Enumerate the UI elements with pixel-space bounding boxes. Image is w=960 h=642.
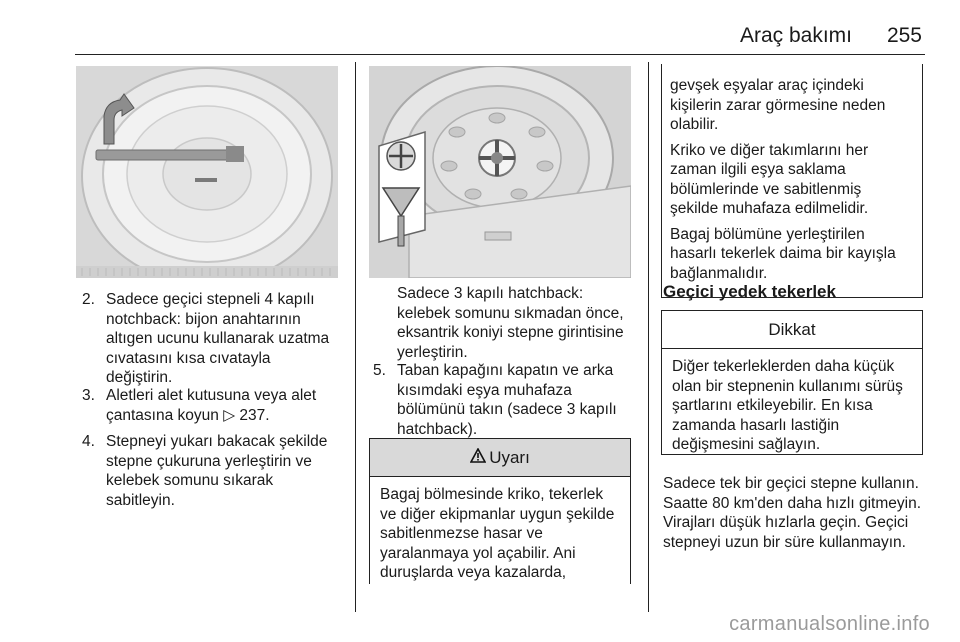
hatchback-note: Sadece 3 kapılı hatchback: kelebek somunu sıkmadan önce, eksantrik koniyi stepne girintisine yerleştirin. [397,285,624,361]
page-number: 255 [886,24,922,47]
caution-box [661,310,923,455]
temporary-spare-instructions: Sadece tek bir geçici stepne kullanın. Saatte 80 km'den daha hızlı gitmeyin. Virajları düşük hızlarla geçin. Geçici stepneyi uzun bir süre kullanmayın. [663,475,921,551]
caution-text: Diğer tekerleklerden daha küçük olan bir stepnenin kullanımı sürüş şartlarını etkileyebilir. En kısa zamanda hasarlı lastiğin değişmesini sağlayın. [672,358,903,453]
warning-title: Uyarı [489,447,530,467]
warning-header [370,439,630,477]
column-divider-2 [648,62,649,612]
caution-title: Dikkat [768,319,816,339]
spare-wheel-wing-nut-illustration [369,66,631,278]
section-title: Geçici yedek tekerlek [663,282,836,301]
column-divider-1 [355,62,356,612]
warning-triangle-icon [470,448,486,468]
caution-header [662,311,922,349]
page-header [0,22,960,52]
warning-continued-text: gevşek eşyalar araç içindeki kişilerin zarar görmesine neden olabilir. Kriko ve diğer takımlarını her zaman ilgili eşya saklama bölümlerinde ve sabitlenmiş şekilde muhafaza edilmelidir. Bagaj bölümüne yerleştirilen hasarlı tekerlek daima bir kayışla bağlanmalıdır. [670,77,896,282]
watermark: carmanualsonline.info [729,613,930,635]
warning-box-continued [661,64,923,298]
chapter-title: Araç bakımı [739,24,852,47]
header-rule [75,54,925,55]
spare-wheel-well-illustration [76,66,338,278]
warning-text: Bagaj bölmesinde kriko, tekerlek ve diğer ekipmanlar uygun şekilde sabitlenmezse hasar ve yaralanmaya yol açabilir. Ani duruşlarda veya kazalarda, [380,486,615,581]
warning-box [369,438,631,584]
